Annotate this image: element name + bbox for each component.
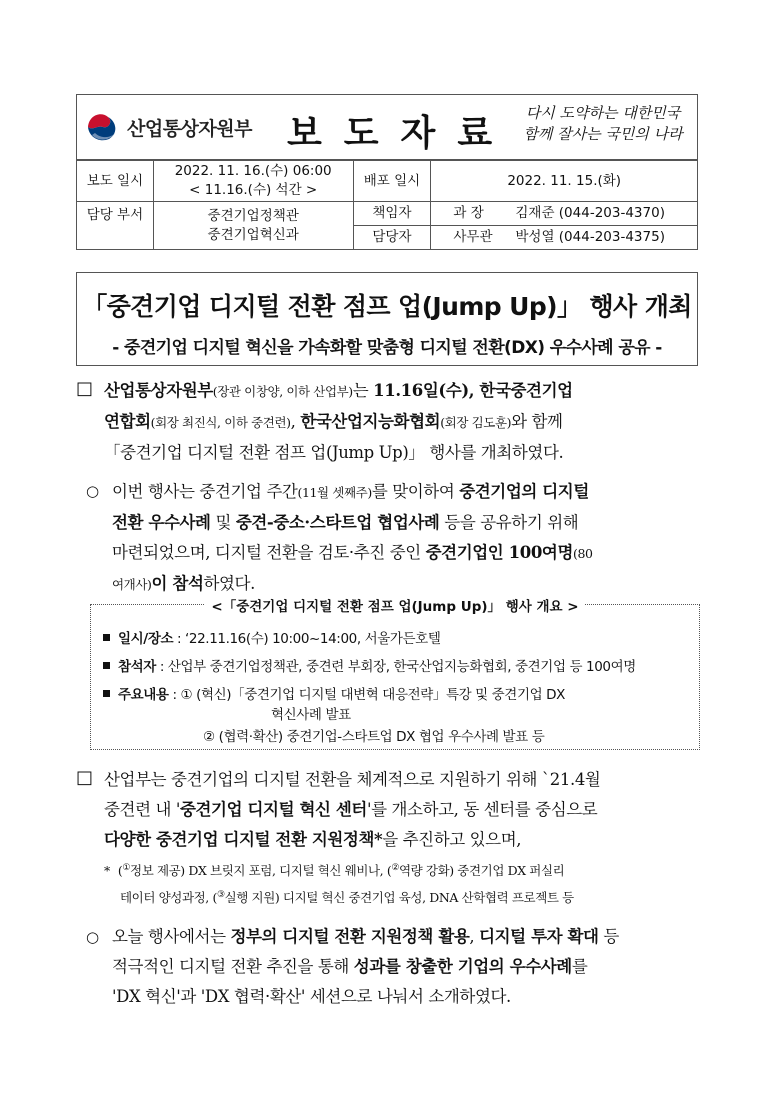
paragraph-line: 중견련 내 '중견기업 디지털 혁신 센터'를 개소하고, 동 센터를 중심으로 (104, 800, 598, 819)
paragraph-line: 오늘 행사에서는 정부의 디지털 전환 지원정책 활용, 디지털 투자 확대 등 (112, 927, 619, 946)
summary-row-contents: 주요내용 : ① (혁신)「중견기업 디지털 대변혁 대응전략」특강 및 중견기업 DX (103, 683, 565, 703)
responsible-title: 과 장 (453, 205, 484, 221)
summary-row-datetime: 일시/장소 : ‘22.11.16(수) 10:00~14:00, 서울가든호텔 (103, 627, 440, 647)
dept-name-1: 중견기업정책관 (207, 207, 299, 224)
square-bullet-icon (103, 634, 110, 641)
paragraph-line: 「중견기업 디지털 전환 점프 업(Jump Up)」 행사를 개최하였다. (104, 443, 564, 462)
staff-title: 사무관 (453, 229, 493, 245)
summary-caption: <「중견기업 디지털 전환 점프 업(Jump Up)」 행사 개요 > (91, 595, 699, 615)
dept-value (153, 202, 353, 250)
embargo-value (153, 161, 353, 202)
footnote-line: * (①정보 제공) DX 브릿지 포럼, 디지털 혁신 웨비나, (②역량 강화) 중견기업 DX 퍼실리 (104, 863, 565, 879)
square-bullet-icon: □ (76, 767, 94, 788)
embargo-label: 보도 일시 (77, 161, 154, 202)
footnote (104, 856, 574, 910)
paragraph-line: 연합회(회장 최진식, 이하 중견련), 한국산업지능화협회(회장 김도훈)와 함께 (104, 412, 563, 431)
paragraph-4 (112, 922, 702, 1012)
responsible-label: 책임자 (353, 202, 431, 226)
ministry-name: 산업통상자원부 (127, 118, 252, 140)
release-value: 2022. 11. 15.(화) (431, 161, 698, 202)
taegeuk-logo-icon (83, 105, 123, 145)
footnote-line: 테이터 양성과정, (③실행 지원) 디지털 혁신 중견기업 육성, DNA 산학협력 프로젝트 등 (120, 890, 574, 906)
dept-label: 담당 부서 (77, 202, 154, 250)
embargo-edition: < 11.16.(수) 석간 > (189, 182, 318, 198)
headline-box (76, 272, 698, 366)
responsible-name: 김재준 (044-203-4370) (515, 205, 665, 221)
staff-label: 담당자 (353, 226, 431, 250)
paragraph-line: 이번 행사는 중견기업 주간(11월 셋째주)를 맞이하여 중견기업의 디지털 (112, 482, 589, 501)
circle-bullet-icon: ○ (86, 482, 100, 500)
release-info-table (76, 160, 698, 250)
responsible-person (431, 202, 698, 226)
government-slogan (513, 103, 693, 145)
circle-bullet-icon: ○ (86, 928, 100, 946)
staff-person (431, 226, 698, 250)
paragraph-line: 'DX 혁신'과 'DX 협력·확산' 세션으로 나눠서 소개하였다. (112, 987, 511, 1006)
slogan-line-1: 다시 도약하는 대한민국 (525, 104, 681, 122)
staff-name: 박성열 (044-203-4375) (515, 229, 665, 245)
paragraph-line: 다양한 중견기업 디지털 전환 지원정책*을 추진하고 있으며, (104, 830, 522, 849)
table-row (77, 202, 698, 226)
paragraph-line: 산업통상자원부(장관 이창양, 이하 산업부)는 11.16일(수), 한국중견기업 (104, 381, 573, 400)
paragraph-3 (104, 765, 704, 855)
summary-row-attendees: 참석자 : 산업부 중견기업정책관, 중견련 부회장, 한국산업지능화협회, 중견기업 등 100여명 (103, 655, 636, 675)
release-label: 배포 일시 (353, 161, 431, 202)
press-release-header (76, 94, 698, 160)
square-bullet-icon (103, 690, 110, 697)
paragraph-1 (104, 376, 704, 468)
dept-name-2: 중견기업혁신과 (207, 226, 299, 243)
square-bullet-icon (103, 662, 110, 669)
slogan-line-2: 함께 잘사는 국민의 나라 (523, 125, 683, 143)
paragraph-line: 전환 우수사례 및 중견-중소·스타트업 협업사례 등을 공유하기 위해 (112, 513, 579, 532)
table-row (77, 161, 698, 202)
square-bullet-icon: □ (76, 378, 94, 399)
headline-title: 「중견기업 디지털 전환 점프 업(Jump Up)」 행사 개최 (82, 292, 692, 321)
headline-subtitle: - 중견기업 디지털 혁신을 가속화할 맞춤형 디지털 전환(DX) 우수사례 공유 - (112, 338, 662, 358)
embargo-datetime: 2022. 11. 16.(수) 06:00 (174, 163, 332, 179)
paragraph-2 (112, 477, 702, 600)
summary-row-contents-cont: 혁신사례 발표 (271, 707, 351, 723)
paragraph-line: 마련되었으며, 디지털 전환을 검토·추진 중인 중견기업인 100여명(80 (112, 543, 593, 562)
document-type-title: 보도자료 (287, 113, 515, 154)
paragraph-line: 적극적인 디지털 전환 추진을 통해 성과를 창출한 기업의 우수사례를 (112, 957, 588, 976)
summary-row-contents-2: ② (협력·확산) 중견기업-스타트업 DX 협업 우수사례 발표 등 (203, 729, 545, 745)
paragraph-line: 산업부는 중견기업의 디지털 전환을 체계적으로 지원하기 위해 `21.4월 (104, 770, 601, 789)
event-summary-box (90, 599, 700, 750)
paragraph-line: 여개사)이 참석하였다. (112, 574, 255, 593)
